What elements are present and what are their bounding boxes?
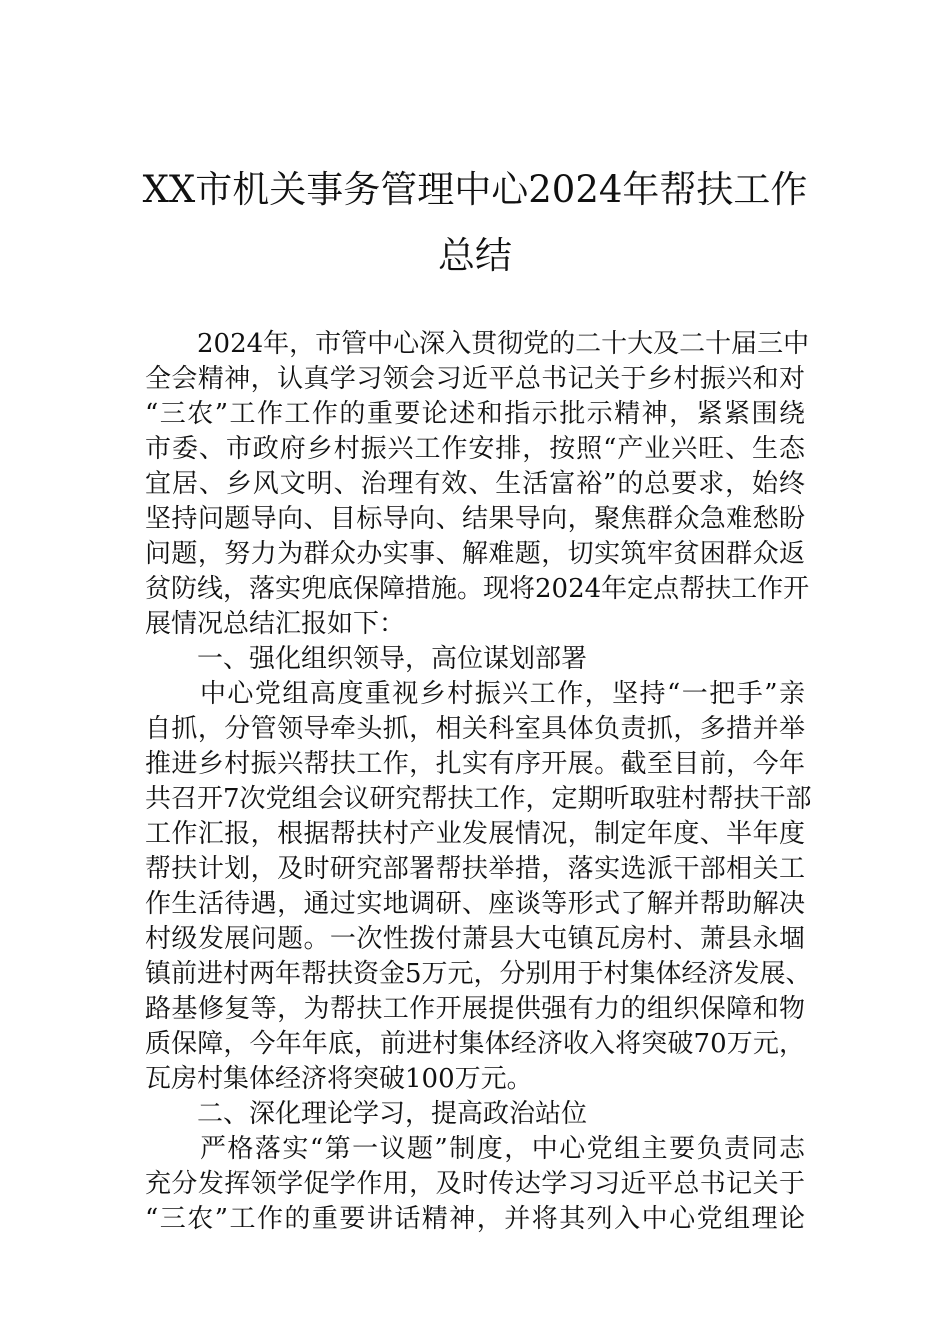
section-heading-1: 一、强化组织领导，高位谋划部署 (145, 644, 588, 674)
body-line-4: 市委、市政府乡村振兴工作安排，按照“产业兴旺、生态 (145, 434, 805, 464)
body-line-18: 村级发展问题。一次性拨付萧县大屯镇瓦房村、萧县永堌 (145, 924, 805, 954)
body-line-12: 自抓，分管领导牵头抓，相关科室具体负责抓，多措并举 (145, 714, 805, 744)
body-line-17: 作生活待遇，通过实地调研、座谈等形式了解并帮助解决 (145, 889, 805, 919)
body-line-5: 宜居、乡风文明、治理有效、生活富裕”的总要求，始终 (145, 469, 805, 499)
body-line-25: 充分发挥领学促学作用，及时传达学习习近平总书记关于 (145, 1169, 805, 1199)
body-line-11: 中心党组高度重视乡村振兴工作，坚持“一把手”亲 (145, 679, 805, 709)
body-line-15: 工作汇报，根据帮扶村产业发展情况，制定年度、半年度 (145, 819, 805, 849)
body-line-22: 瓦房村集体经济将突破100万元。 (145, 1064, 533, 1094)
document-title-line-2: 总结 (438, 234, 512, 277)
body-line-9: 展情况总结汇报如下： (145, 609, 406, 639)
body-line-19: 镇前进村两年帮扶资金5万元，分别用于村集体经济发展、 (145, 959, 812, 989)
body-line-24: 严格落实“第一议题”制度，中心党组主要负责同志 (145, 1134, 805, 1164)
body-line-3: “三农”工作工作的重要论述和指示批示精神，紧紧围绕 (145, 399, 805, 429)
body-line-16: 帮扶计划，及时研究部署帮扶举措，落实选派干部相关工 (145, 854, 805, 884)
body-line-2: 全会精神，认真学习领会习近平总书记关于乡村振兴和对 (145, 364, 805, 394)
body-line-1: 2024年，市管中心深入贯彻党的二十大及二十届三中 (145, 329, 810, 359)
body-line-21: 质保障，今年年底，前进村集体经济收入将突破70万元， (145, 1029, 805, 1059)
body-line-14: 共召开7次党组会议研究帮扶工作，定期听取驻村帮扶干部 (145, 784, 812, 814)
section-heading-2: 二、深化理论学习，提高政治站位 (145, 1099, 588, 1129)
body-line-7: 问题，努力为群众办实事、解难题，切实筑牢贫困群众返 (145, 539, 805, 569)
body-line-8: 贫防线，落实兜底保障措施。现将2024年定点帮扶工作开 (145, 574, 810, 604)
body-line-13: 推进乡村振兴帮扶工作，扎实有序开展。截至目前，今年 (145, 749, 805, 779)
body-line-26: “三农”工作的重要讲话精神，并将其列入中心党组理论 (145, 1204, 805, 1234)
document-title-line-1: XX市机关事务管理中心2024年帮扶工作 (142, 168, 808, 211)
body-line-6: 坚持问题导向、目标导向、结果导向，聚焦群众急难愁盼 (145, 504, 805, 534)
body-line-20: 路基修复等，为帮扶工作开展提供强有力的组织保障和物 (145, 994, 805, 1024)
